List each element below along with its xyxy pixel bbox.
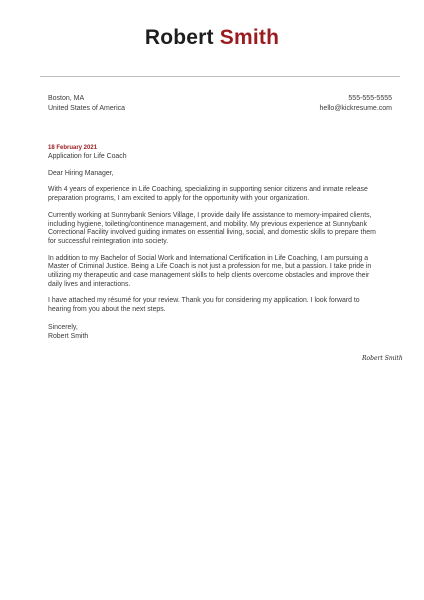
- country-text: United States of America: [48, 105, 126, 112]
- phone-text: 555-555-5555: [348, 95, 392, 102]
- first-name: Robert: [144, 26, 214, 49]
- letter-date: 18 February 2021: [48, 145, 98, 151]
- sender-name: Robert Smith: [48, 332, 89, 340]
- header-divider: [40, 76, 400, 77]
- letter-greeting: Dear Hiring Manager,: [48, 169, 114, 177]
- letter-paragraph: Currently working at Sunnybank Seniors Village, I provide daily life assistance to memory-impaired clients, including hygiene, toileting/continence management, and mobility. My previous experience at Sunnybank Correctional Facility involved guiding inmates on essential living, social, and domestic skills to prepare them for successful reintegration into society.: [48, 211, 376, 245]
- email-text: hello@kickresume.com: [319, 105, 392, 112]
- letter-subject: Application for Life Coach: [48, 153, 127, 160]
- handwritten-signature: Robert Smith: [362, 355, 403, 362]
- address-block: [48, 94, 125, 114]
- contact-block: [320, 94, 392, 114]
- letter-body: [48, 144, 383, 341]
- city-text: Boston, MA: [48, 95, 85, 102]
- letter-paragraph: I have attached my résumé for your review. Thank you for considering my application. I look forward to hearing from you about the next steps.: [48, 297, 360, 314]
- closing-phrase: Sincerely,: [48, 323, 78, 331]
- applicant-name-heading: [0, 25, 424, 51]
- letter-paragraph: In addition to my Bachelor of Social Work and International Certification in Life Coaching, I am pursuing a Master of Criminal Justice. Being a Life Coach is not just a profession for me, but a passion. I take pride in utilizing my therapeutic and case management skills to help clients overcome obstacles and improve their daily lives and interactions.: [48, 254, 372, 288]
- letter-paragraph: With 4 years of experience in Life Coaching, specializing in supporting senior citizens and inmate release preparation programs, I am excited to apply for the opportunity with your organization.: [48, 186, 368, 203]
- letter-closing: [48, 324, 383, 341]
- last-name: Smith: [219, 26, 280, 49]
